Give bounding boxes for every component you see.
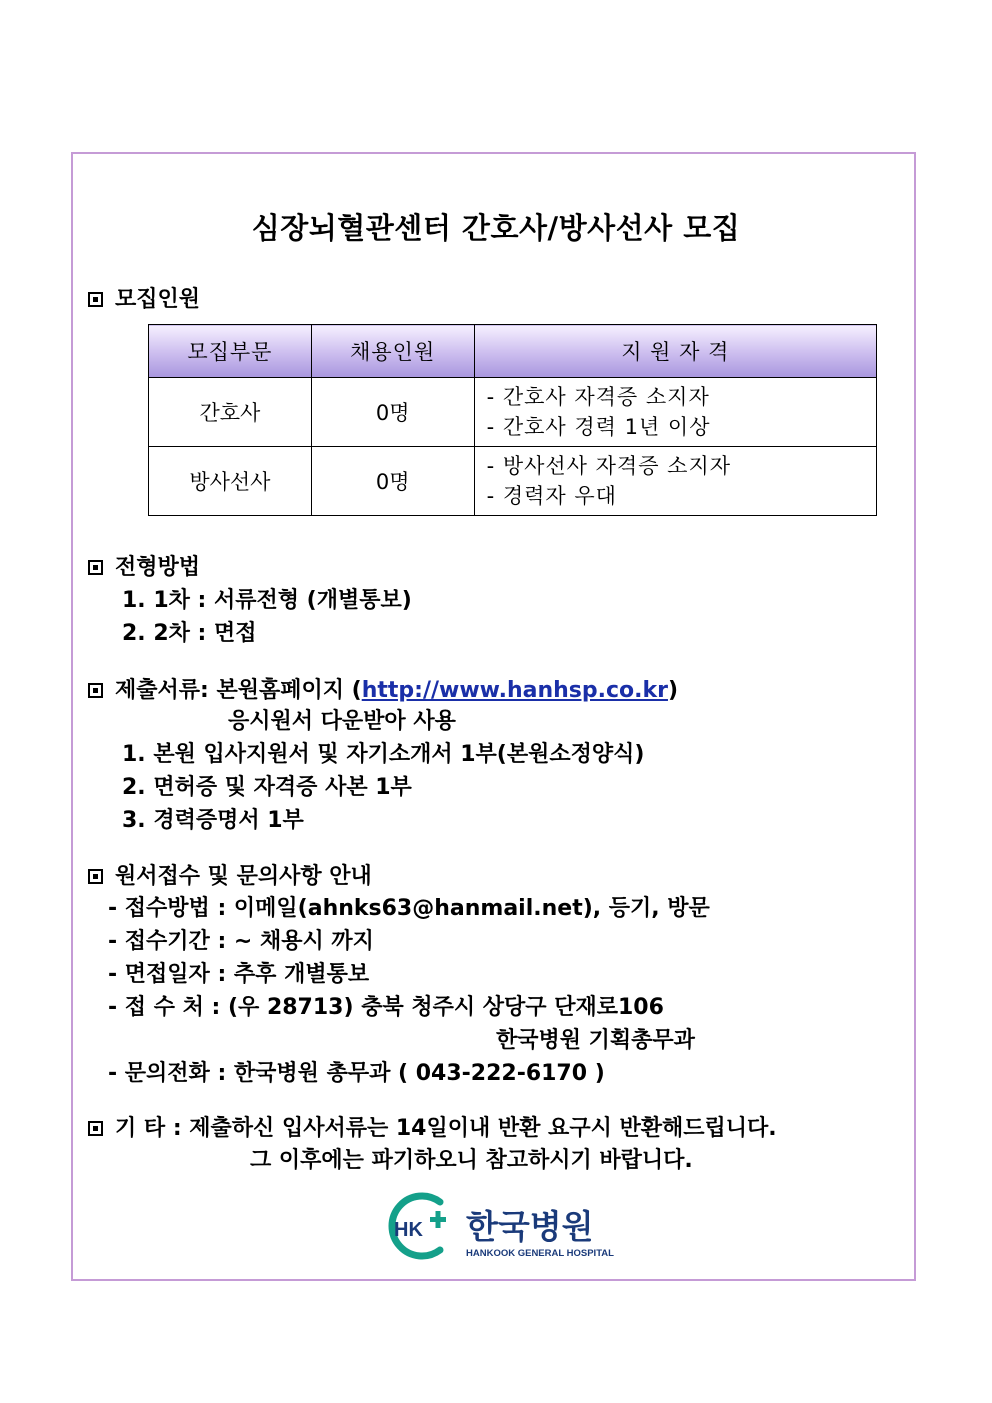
recruit-table: [148, 324, 877, 516]
header-count: 채용인원: [311, 325, 474, 378]
contact-item: 한국병원 기획총무과: [496, 1028, 695, 1053]
row-dept: 간호사: [149, 378, 312, 447]
document-item: 2. 면허증 및 자격증 사본 1부: [122, 775, 412, 800]
qual-item: - 간호사 경력 1년 이상: [486, 415, 711, 439]
square-bullet-icon: [88, 560, 103, 575]
header-dept: 모집부문: [149, 325, 312, 378]
page-title: 심장뇌혈관센터 간호사/방사선사 모집: [251, 211, 741, 245]
contact-item: - 문의전화 : 한국병원 총무과 ( 043-222-6170 ): [108, 1061, 605, 1086]
document-item: 1. 본원 입사지원서 및 자기소개서 1부(본원소정양식): [122, 742, 645, 767]
logo-name-ko: 한국병원: [466, 1207, 594, 1246]
recruit-heading: 모집인원: [88, 282, 200, 313]
qual-item: - 경력자 우대: [486, 484, 617, 508]
hospital-logo: [380, 1190, 620, 1265]
homepage-link[interactable]: http://www.hanhsp.co.kr: [361, 678, 668, 703]
contact-item: - 접 수 처 : (우 28713) 충북 청주시 상당구 단재로106: [108, 995, 664, 1020]
square-bullet-icon: [88, 292, 103, 307]
qual-item: - 방사선사 자격증 소지자: [486, 454, 732, 478]
row-dept: 방사선사: [149, 447, 312, 516]
contact-heading: 원서접수 및 문의사항 안내: [88, 859, 372, 890]
etc-heading: 기 타 : 제출하신 입사서류는 14일이내 반환 요구시 반환해드립니다.: [88, 1111, 777, 1142]
process-item: 2. 2차 : 면접: [122, 621, 257, 646]
header-quals: 지 원 자 격: [474, 325, 876, 378]
row-quals: [474, 447, 876, 516]
square-bullet-icon: [88, 869, 103, 884]
square-bullet-icon: [88, 683, 103, 698]
logo-name-en: HANKOOK GENERAL HOSPITAL: [466, 1248, 614, 1259]
contact-item: - 접수방법 : 이메일(ahnks63@hanmail.net), 등기, 방문: [108, 896, 710, 921]
documents-heading: 제출서류: 본원홈페이지 (http://www.hanhsp.co.kr): [88, 673, 678, 704]
process-heading: 전형방법: [88, 550, 200, 581]
square-bullet-icon: [88, 1121, 103, 1136]
etc-subline: 그 이후에는 파기하오니 참고하시기 바랍니다.: [250, 1148, 693, 1173]
table-row: [149, 378, 877, 447]
logo-emblem-text: HK: [394, 1219, 423, 1241]
contact-item: - 면접일자 : 추후 개별통보: [108, 962, 370, 987]
row-count: 0명: [311, 378, 474, 447]
document-item: 3. 경력증명서 1부: [122, 808, 304, 833]
row-count: 0명: [311, 447, 474, 516]
process-item: 1. 1차 : 서류전형 (개별통보): [122, 588, 412, 613]
documents-subline: 응시원서 다운받아 사용: [228, 709, 456, 734]
qual-item: - 간호사 자격증 소지자: [486, 385, 710, 409]
contact-item: - 접수기간 : ~ 채용시 까지: [108, 929, 374, 954]
table-row: [149, 447, 877, 516]
row-quals: [474, 378, 876, 447]
table-header-row: [149, 325, 877, 378]
